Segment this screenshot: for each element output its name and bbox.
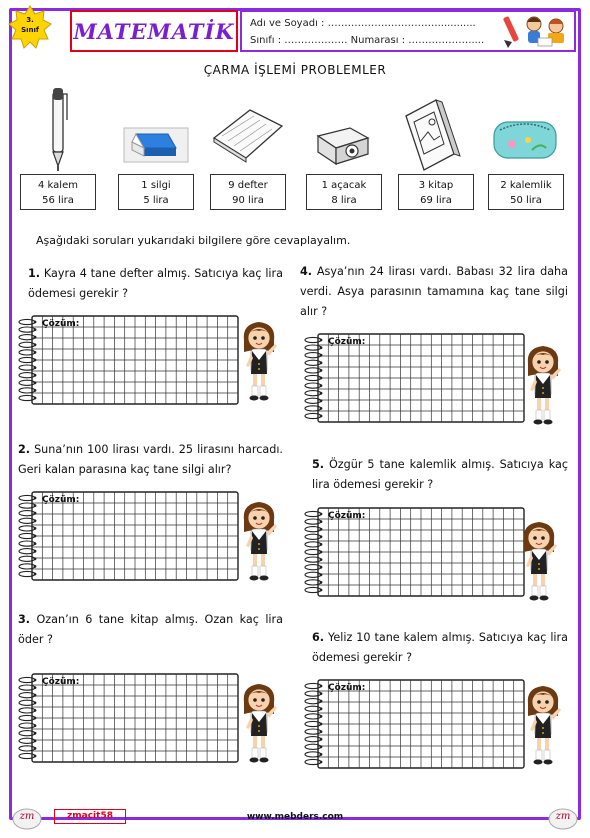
price-box [488,174,564,210]
solution-label: Çözüm: [42,319,80,329]
subject-title: MATEMATİK [73,18,235,44]
item-eraser [118,86,194,211]
girl-illustration-icon [238,318,280,404]
problem-text: Asya’nın 24 lirası vardı. Babası 32 lira daha verdi. Asya parasının tamamına kaç tane silgi alır ? [300,265,568,318]
girl-illustration-icon [522,342,564,428]
price-box [20,174,96,210]
problem-number: 1. [28,267,41,280]
problem-text: Ozan’ın 6 tane kitap almış. Ozan kaç lira öder ? [18,613,283,646]
problem-5 [312,455,568,495]
problem-1 [28,264,283,304]
solution-label: Çözüm: [42,495,80,505]
item-quantity: 1 silgi [141,180,171,191]
grade-word: Sınıf [21,26,39,34]
item-pencil-case [488,86,564,211]
pen-icon [20,86,96,172]
price-box [306,174,382,210]
item-quantity: 4 kalem [38,180,78,191]
book-icon [398,86,474,172]
price-box [210,174,286,210]
problem-text: Kayra 4 tane defter almış. Satıcıya kaç lira ödemesi gerekir ? [28,267,283,300]
subject-title-box [70,10,238,52]
solution-label: Çözüm: [42,677,80,687]
problem-text: Yeliz 10 tane kalem almış. Satıcıya kaç lira ödemesi gerekir ? [312,631,568,664]
girl-illustration-icon [518,518,560,604]
problem-number: 6. [312,631,325,644]
solution-label: Çözüm: [328,337,366,347]
item-quantity: 9 defter [228,180,268,191]
grade-badge [8,5,52,49]
item-quantity: 3 kitap [418,180,454,191]
worksheet-title: ÇARMA İŞLEMİ PROBLEMLER [203,63,387,77]
problem-4 [300,262,568,322]
problem-2 [18,440,283,480]
footer-code: zmacit58 [54,809,126,824]
name-line: Adı ve Soyadı : ……………………………............ [250,18,476,29]
problem-number: 5. [312,458,325,471]
item-price: 90 lira [232,195,264,206]
item-price: 50 lira [510,195,542,206]
grade-text [8,15,52,35]
price-box [398,174,474,210]
class-line: Sınıfı : ………………. Numarası : ………………..... [250,35,485,46]
item-pen [20,86,96,211]
price-box [118,174,194,210]
solution-label: Çözüm: [328,683,366,693]
item-price: 8 lira [331,195,357,206]
sharpener-icon [306,86,382,172]
girl-illustration-icon [238,498,280,584]
item-notebook [210,86,286,211]
item-price: 56 lira [42,195,74,206]
item-quantity: 2 kalemlik [500,180,552,191]
problem-3 [18,610,283,650]
girl-illustration-icon [522,682,564,768]
footer-logo-text: zm [555,811,571,822]
problem-number: 4. [300,265,313,278]
instruction-text: Aşağıdaki soruları yukarıdaki bilgilere göre cevaplayalım. [36,234,351,247]
problem-text: Özgür 5 tane kalemlik almış. Satıcıya kaç lira ödemesi gerekir ? [312,458,568,491]
footer-logo-text: zm [19,811,35,822]
item-book [398,86,474,211]
kids-reading-icon [498,10,572,50]
solution-label: Çözüm: [328,511,366,521]
item-price: 69 lira [420,195,452,206]
eraser-icon [118,86,194,172]
girl-illustration-icon [238,680,280,766]
item-price: 5 lira [143,195,169,206]
footer-logo-right [548,808,578,830]
problem-6 [312,628,568,668]
problem-number: 2. [18,443,31,456]
grade-number: 3. [26,16,34,24]
footer-website[interactable]: www.mebders.com [246,812,344,822]
pencil-case-icon [488,86,564,172]
item-quantity: 1 açacak [321,180,367,191]
notebook-icon [210,86,286,172]
problem-number: 3. [18,613,31,626]
problem-text: Suna’nın 100 lirası vardı. 25 lirasını harcadı. Geri kalan parasına kaç tane silgi alır? [18,443,283,476]
item-sharpener [306,86,382,211]
